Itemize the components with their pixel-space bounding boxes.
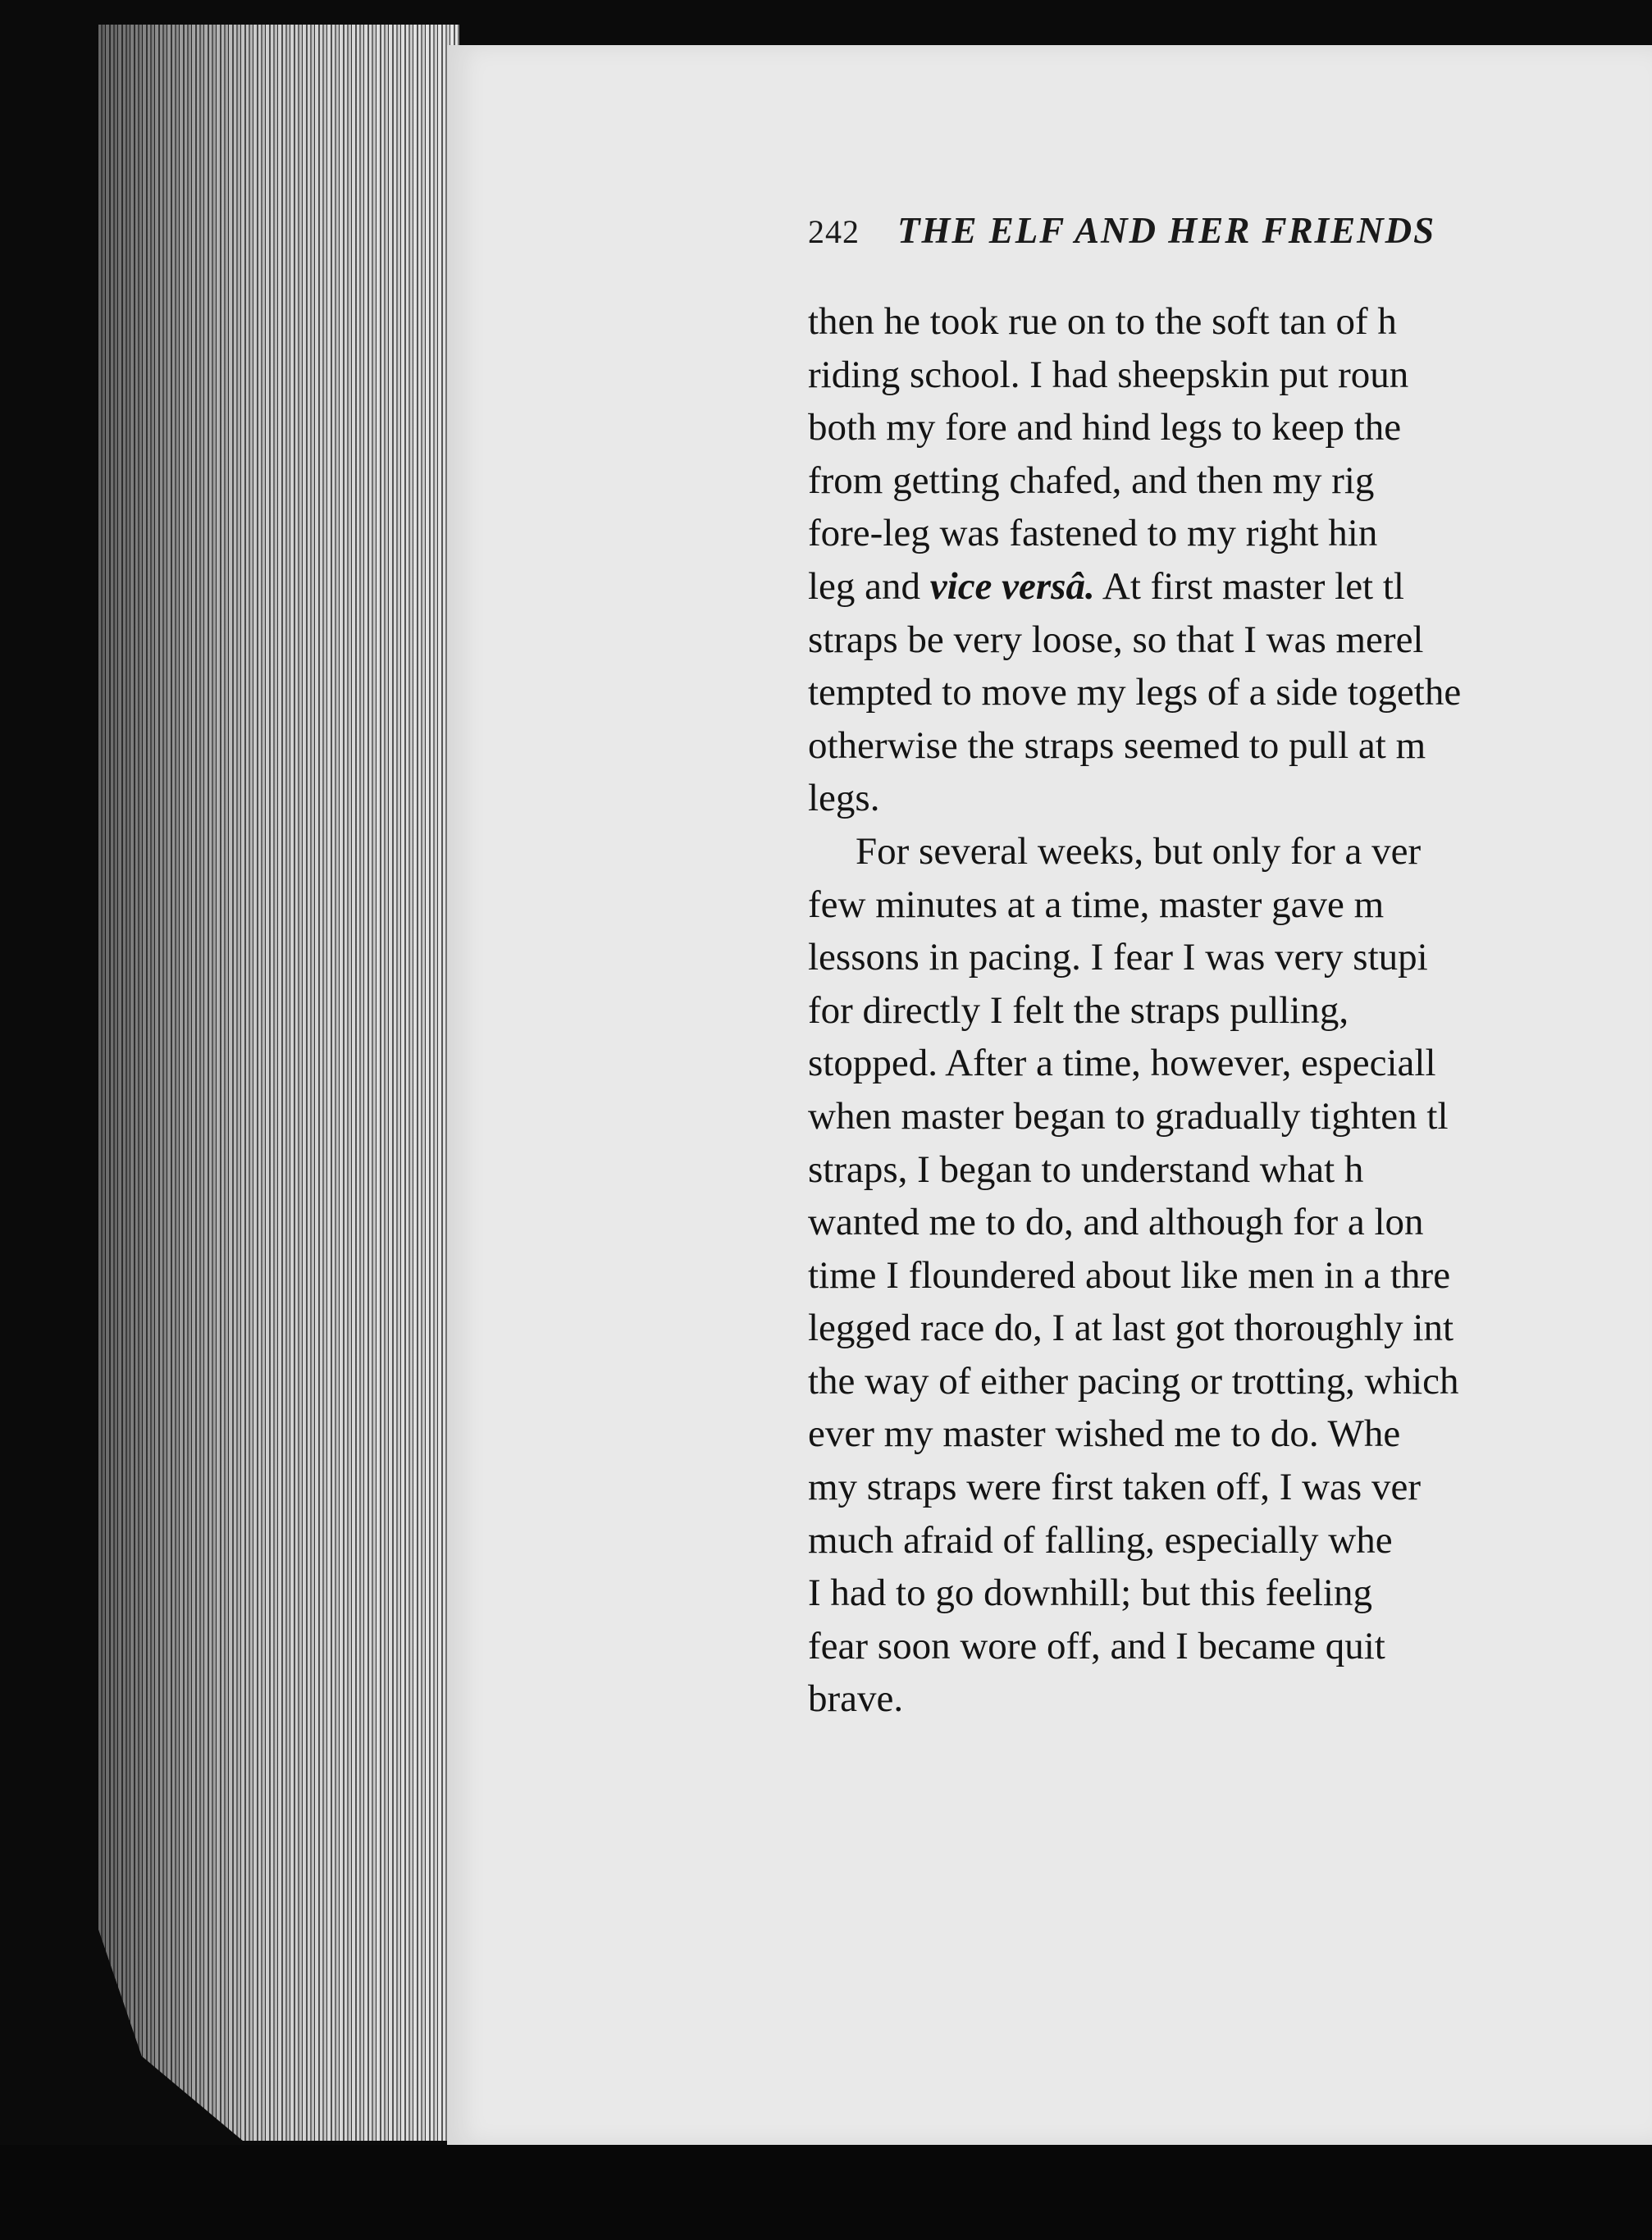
text-line: straps be very loose, so that I was merel (808, 618, 1424, 661)
text-run: leg and (808, 564, 930, 608)
text-line: tempted to move my legs of a side togethe (808, 671, 1462, 714)
text-line: For several weeks, but only for a ver (856, 829, 1422, 873)
text-line: much afraid of falling, especially whe (808, 1518, 1393, 1562)
text-line: legged race do, I at last got thoroughly int (808, 1307, 1454, 1350)
page-edges-shadow (98, 25, 459, 2141)
text-line: when master began to gradually tighten tl (808, 1094, 1449, 1138)
text-line: legs. (808, 777, 880, 820)
text-line (808, 560, 1652, 614)
text-line: few minutes at a time, master gave m (808, 883, 1385, 926)
text-line: fore-leg was fastened to my right hin (808, 512, 1378, 555)
text-line: the way of either pacing or trotting, which (808, 1359, 1459, 1403)
text-line: for directly I felt the straps pulling, (808, 988, 1349, 1032)
text-line: riding school. I had sheepskin put roun (808, 353, 1409, 396)
text-line: my straps were first taken off, I was ver (808, 1466, 1421, 1509)
italic-phrase: vice versâ. (929, 564, 1095, 608)
text-line: stopped. After a time, however, especiall (808, 1042, 1436, 1085)
text-line: from getting chafed, and then my rig (808, 458, 1375, 502)
text-line: I had to go downhill; but this feeling (808, 1572, 1372, 1615)
text-line: straps, I began to understand what h (808, 1147, 1364, 1191)
text-line: time I floundered about like men in a thre (808, 1253, 1451, 1297)
text-line: fear soon wore off, and I became quit (808, 1624, 1385, 1667)
running-title: THE ELF AND HER FRIENDS (897, 210, 1436, 251)
running-head (808, 209, 1628, 267)
bottom-shadow (0, 2145, 1652, 2240)
text-line: both my fore and hind legs to keep the (808, 406, 1402, 449)
page-number: 242 (808, 213, 860, 250)
text-line: ever my master wished me to do. Whe (808, 1412, 1401, 1456)
text-line: lessons in pacing. I fear I was very stupi (808, 936, 1428, 979)
text-line: brave. (808, 1677, 904, 1721)
text-line: then he took rue on to the soft tan of h (808, 300, 1397, 343)
text-line: otherwise the straps seemed to pull at m (808, 723, 1426, 767)
body-text (808, 295, 1652, 1837)
text-run: At first master let tl (1094, 564, 1404, 608)
text-line: wanted me to do, and although for a lon (808, 1201, 1424, 1244)
